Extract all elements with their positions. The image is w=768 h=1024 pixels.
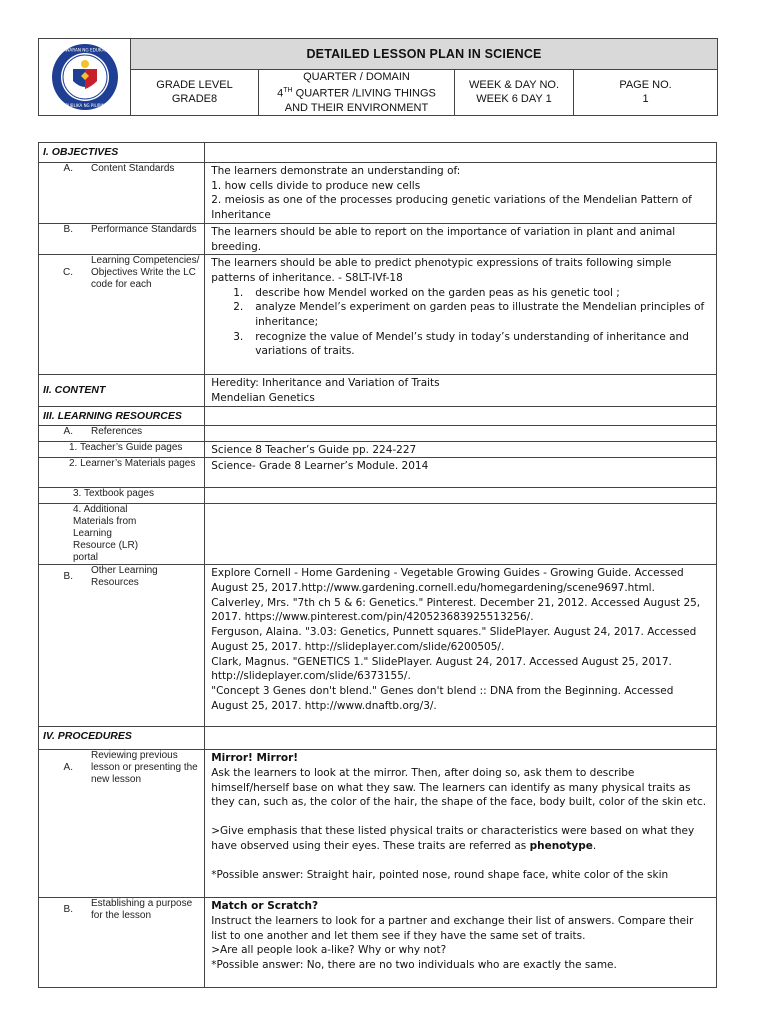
references-letter: A. — [63, 425, 73, 437]
page-no-value: 1 — [642, 93, 649, 106]
objective-item: 2. analyze Mendel’s experiment on garden peas to illustrate the Mendelian principles of inheritance; — [233, 301, 705, 329]
learning-competencies-intro: The learners should be able to predict phenotypic expressions of traits following simple patterns of inheritance. - S8LT-IVf-18 — [211, 257, 672, 284]
possible-answer: *Possible answer: Straight hair, pointed nose, round shape face, white color of the skin — [211, 868, 669, 881]
seal-text-top: KAGAWARAN NG EDUKASYON — [53, 47, 116, 53]
quarter-domain-line2: AND THEIR ENVIRONMENT — [284, 101, 429, 114]
content-standards-line: 2. meiosis as one of the processes producing genetic variations of the Mendelian Pattern of Inheritance — [211, 194, 692, 222]
content-heading: II. CONTENT — [39, 375, 205, 406]
grade-level-value: GRADE8 — [171, 93, 218, 106]
procedures-heading: IV. PROCEDURES — [39, 727, 205, 750]
quarter-number: 4 — [277, 87, 284, 100]
objective-item: 1. describe how Mendel worked on the garden peas as his genetic tool ; — [233, 286, 620, 299]
objectives-blank — [205, 143, 717, 163]
content-standards-label-cell — [39, 163, 205, 224]
performance-standards-letter: B. — [63, 223, 73, 235]
establishing-purpose-label: Establishing a purpose for the lesson — [91, 898, 193, 922]
possible-answer: *Possible answer: No, there are no two individuals who are exactly the same. — [211, 959, 617, 972]
page-no-cell — [574, 70, 718, 116]
week-day-label: WEEK & DAY NO. — [468, 79, 560, 92]
quarter-domain-line1: QUARTER /LIVING THINGS — [292, 87, 436, 100]
establishing-purpose-letter: B. — [63, 904, 73, 916]
deped-seal-cell — [39, 39, 131, 116]
learners-materials-label: 2. Learner’s Materials pages — [39, 458, 205, 488]
establishing-purpose-label-cell — [39, 898, 205, 988]
resource-citation: Explore Cornell - Home Gardening - Vegetable Growing Guides - Growing Guide. Accessed August 25, 2017.http://www.gardening.cornell.edu/homegardening/scene9697.html. — [211, 567, 684, 595]
content-standards-label: Content Standards — [91, 163, 175, 174]
activity-title: Match or Scratch? — [211, 900, 319, 913]
activity-instructions: Ask the learners to look at the mirror. Then, after doing so, ask them to describe himself/herself base on what they saw. The learners can identify as many physical traits as they can, such as, the color of the hair, the shape of the face, body built, color of the skin etc. — [211, 767, 707, 809]
grade-level-label: GRADE LEVEL — [156, 79, 233, 92]
teachers-guide-label: 1. Teacher’s Guide pages — [39, 441, 205, 458]
other-resources-label-cell — [39, 565, 205, 727]
learning-resources-heading: III. LEARNING RESOURCES — [39, 406, 205, 425]
phenotype-term: phenotype — [529, 839, 593, 852]
quarter-suffix: TH — [283, 87, 293, 94]
grade-level-cell — [131, 70, 259, 116]
header-table — [38, 38, 718, 116]
reviewing-lesson-text — [205, 750, 717, 898]
content-line: Heredity: Inheritance and Variation of Traits — [211, 377, 440, 390]
additional-materials-label: 4. Additional Materials from Learning Resource (LR) portal — [39, 504, 205, 565]
additional-materials-blank — [205, 504, 717, 565]
references-label-cell — [39, 425, 205, 441]
other-resources-text — [205, 565, 717, 727]
objectives-list — [211, 286, 710, 360]
quarter-domain-cell — [259, 70, 455, 116]
week-day-cell — [455, 70, 574, 116]
learning-competencies-label: Learning Competencies/ Objectives Write the LC code for each — [91, 255, 200, 291]
content-line: Mendelian Genetics — [211, 391, 315, 404]
textbook-pages-blank — [205, 488, 717, 504]
references-blank — [205, 425, 717, 441]
content-standards-text — [205, 163, 717, 224]
objectives-heading: I. OBJECTIVES — [39, 143, 205, 163]
references-label: References — [91, 425, 143, 437]
activity-question: >Are all people look a-like? Why or why not? — [211, 944, 447, 957]
learning-competencies-label-cell — [39, 255, 205, 375]
learning-competencies-letter: C. — [63, 267, 73, 279]
page-no-label: PAGE NO. — [619, 79, 672, 92]
objective-item: 3. recognize the value of Mendel’s study in today’s understanding of inheritance and variations of traits. — [233, 330, 689, 358]
quarter-domain-label: QUARTER / DOMAIN — [303, 71, 410, 83]
document-title: DETAILED LESSON PLAN IN SCIENCE — [131, 39, 718, 70]
other-resources-label: Other Learning Resources — [91, 565, 158, 589]
resource-citation: Ferguson, Alaina. "3.03: Genetics, Punnett squares." SlidePlayer. August 24, 2017. Accessed August 25, 2017. http://slideplayer.com/slide/6200505/. — [211, 626, 697, 653]
learning-resources-blank — [205, 406, 717, 425]
content-standards-line: The learners demonstrate an understanding of: — [211, 165, 461, 177]
activity-emphasis: >Give emphasis that these listed physical traits or characteristics were based on what they have observed using their eyes. These traits are referred as phenotype. — [211, 825, 695, 852]
resource-citation: Calverley, Mrs. "7th ch 5 & 6: Genetics." Pinterest. December 21, 2012. Accessed August 25, 2017. https://www.pinterest.com/pin/420523683925513256/. — [211, 596, 701, 624]
reviewing-lesson-label-cell — [39, 750, 205, 898]
procedures-blank — [205, 727, 717, 750]
week-day-value: WEEK 6 DAY 1 — [476, 93, 552, 106]
activity-title: Mirror! Mirror! — [211, 752, 299, 765]
teachers-guide-value: Science 8 Teacher’s Guide pp. 224-227 — [205, 441, 717, 458]
other-resources-letter: B. — [63, 571, 73, 583]
performance-standards-label-cell — [39, 223, 205, 254]
reviewing-lesson-label: Reviewing previous lesson or presenting the new lesson — [91, 750, 198, 786]
performance-standards-text: The learners should be able to report on the importance of variation in plant and animal breeding. — [205, 223, 717, 254]
learning-competencies-text — [205, 255, 717, 375]
establishing-purpose-text — [205, 898, 717, 988]
seal-text-bottom: REPUBLIKA NG PILIPINAS — [59, 102, 110, 108]
content-standards-letter: A. — [63, 163, 73, 174]
reviewing-lesson-letter: A. — [63, 762, 73, 774]
activity-instructions: Instruct the learners to look for a partner and exchange their list of answers. Compare their list to one another and let them see if they have the same set of traits. — [211, 915, 694, 942]
learners-materials-value: Science- Grade 8 Learner’s Module. 2014 — [205, 458, 717, 488]
resource-citation: Clark, Magnus. "GENETICS 1." SlidePlayer. August 24, 2017. Accessed August 25, 2017. http://slideplayer.com/slide/6373155/. — [211, 655, 672, 683]
content-standards-line: 1. how cells divide to produce new cells — [211, 179, 421, 192]
textbook-pages-label: 3. Textbook pages — [39, 488, 205, 504]
lesson-plan-table — [38, 142, 717, 988]
performance-standards-label: Performance Standards — [91, 223, 197, 235]
deped-seal-icon — [51, 43, 119, 111]
content-text — [205, 375, 717, 406]
resource-citation: "Concept 3 Genes don't blend." Genes don't blend :: DNA from the Beginning. Accessed August 25, 2017. http://www.dnaftb.org/3/. — [211, 684, 674, 712]
